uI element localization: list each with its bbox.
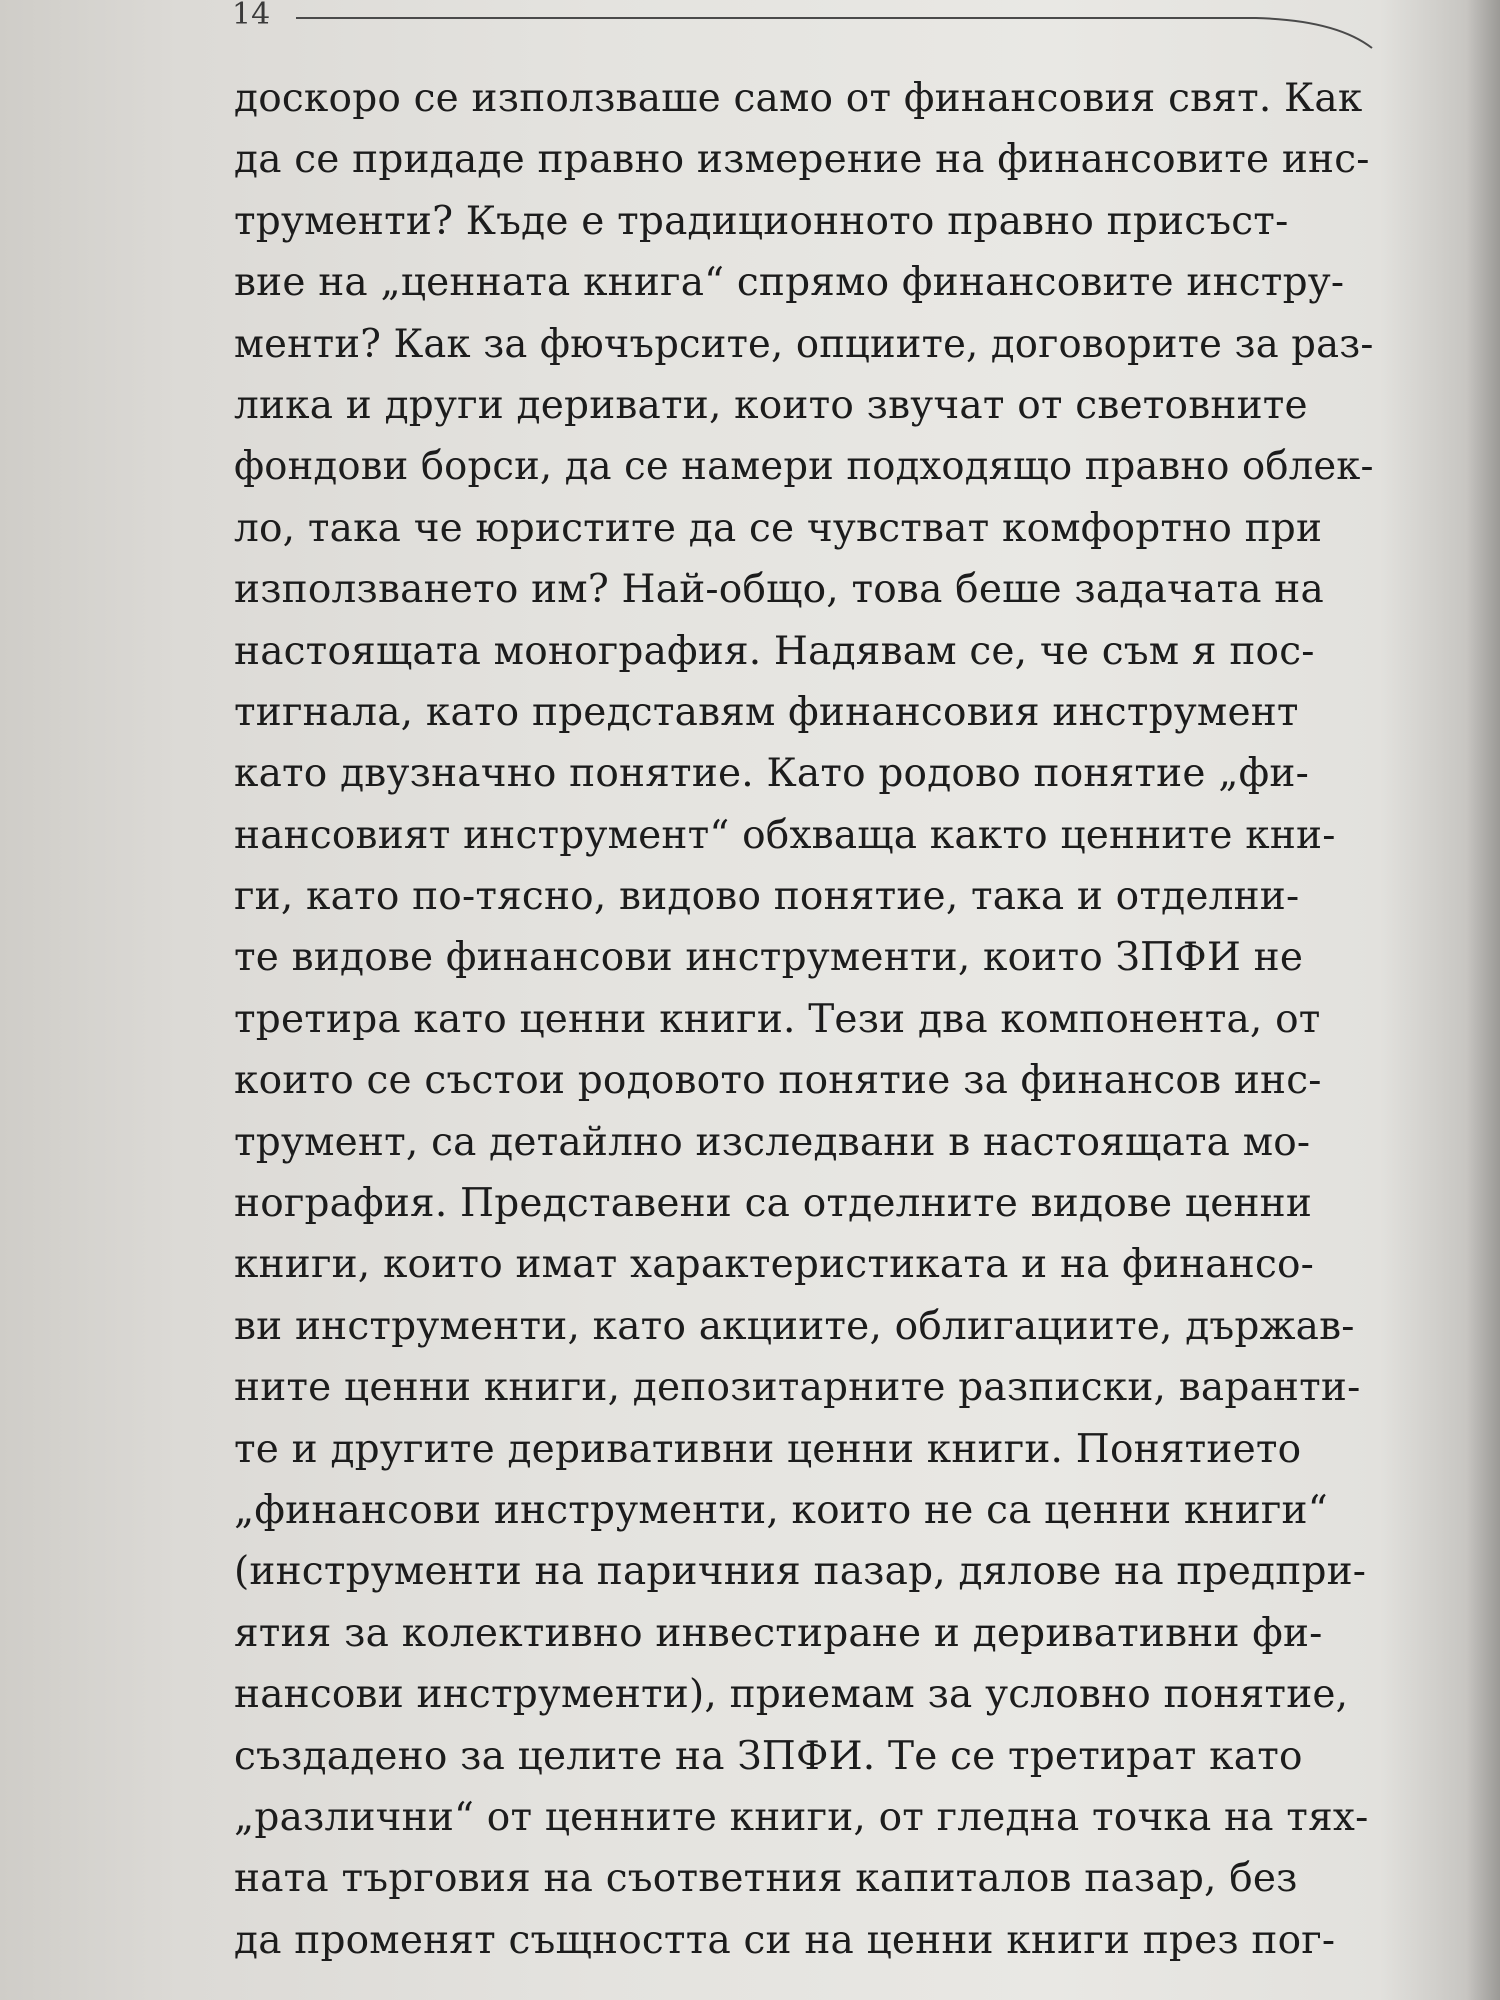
text-line: ви инструменти, като акциите, облигациите, държав- (234, 1303, 1355, 1349)
text-line: настоящата монография. Надявам се, че съм я пос- (234, 628, 1315, 674)
text-line: нография. Представени са отделните видове ценни (234, 1181, 1313, 1227)
text-line: които се състои родовото понятие за финансов инс- (234, 1058, 1322, 1104)
text-line: третира като ценни книги. Тези два компонента, от (234, 996, 1321, 1042)
text-line: трументи? Къде е традиционното правно присъст- (234, 198, 1289, 244)
header-rule (296, 12, 1376, 52)
text-line: трумент, са детайлно изследвани в настоящата мо- (234, 1119, 1311, 1165)
text-line: вие на „ценната книга“ спрямо финансовите инстру- (234, 260, 1345, 306)
text-line: (инструменти на паричния пазар, дялове на предпри- (234, 1549, 1367, 1595)
text-line: като двузначно понятие. Като родово понятие „фи- (234, 751, 1309, 797)
text-line: ятия за колективно инвестиране и деривативни фи- (234, 1610, 1323, 1656)
text-line: те видове финансови инструменти, които ЗПФИ не (234, 935, 1304, 981)
text-line: ги, като по-тясно, видово понятие, така и отделни- (234, 874, 1300, 920)
text-line: книги, които имат характеристиката и на финансо- (234, 1242, 1315, 1288)
text-line: фондови борси, да се намери подходящо правно облек- (234, 444, 1374, 490)
text-line: ло, така че юристите да се чувстват комфортно при (234, 505, 1323, 551)
text-line: доскоро се използваше само от финансовия свят. Как (234, 76, 1363, 121)
text-line: „различни“ от ценните книги, от гледна точка на тях- (234, 1794, 1369, 1840)
text-line: ната търговия на съответния капиталов пазар, без (234, 1856, 1298, 1902)
text-line: лика и други деривати, които звучат от световните (234, 382, 1308, 428)
page-number: 14 (232, 0, 271, 32)
text-line: да променят същността си на ценни книги през пог- (234, 1917, 1336, 1963)
text-line: създадено за целите на ЗПФИ. Те се третират като (234, 1733, 1303, 1779)
text-line: използването им? Най-общо, това беше задачата на (234, 567, 1324, 613)
text-line: нансовият инструмент“ обхваща както ценните кни- (234, 812, 1336, 858)
text-line: те и другите деривативни ценни книги. Понятието (234, 1426, 1302, 1472)
text-line: нансови инструменти), приемам за условно понятие, (234, 1672, 1349, 1718)
text-line: ните ценни книги, депозитарните разписки, варанти- (234, 1365, 1361, 1411)
page-edge-shadow (1466, 0, 1500, 2000)
text-line: да се придаде правно измерение на финансовите инс- (234, 137, 1370, 183)
text-line: „финансови инструменти, които не са ценни книги“ (234, 1487, 1328, 1533)
text-line: менти? Как за фючърсите, опциите, договорите за раз- (234, 321, 1374, 367)
body-text (234, 68, 1374, 1971)
text-line: тигнала, като представям финансовия инструмент (234, 689, 1299, 735)
